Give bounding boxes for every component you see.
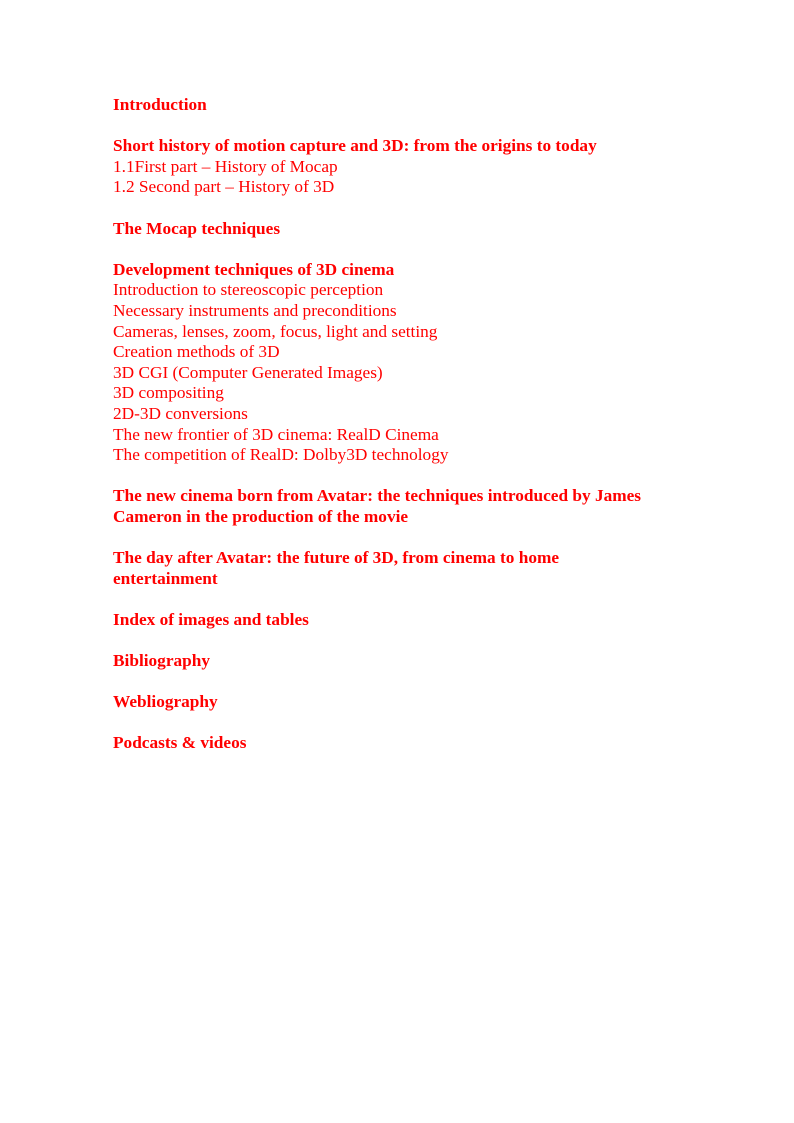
toc-item-reald: The new frontier of 3D cinema: RealD Cinema	[113, 424, 439, 444]
toc-item-history-mocap: 1.1First part – History of Mocap	[113, 156, 338, 176]
toc-heading-webliography: Webliography	[113, 692, 218, 712]
toc-heading-new-cinema-line2: Cameron in the production of the movie	[113, 506, 409, 526]
toc-heading-mocap-techniques: The Mocap techniques	[113, 218, 281, 238]
toc-heading-new-cinema-line1: The new cinema born from Avatar: the techniques introduced by James	[113, 486, 642, 506]
toc-heading-index: Index of images and tables	[113, 609, 309, 629]
toc-heading-day-after-line1: The day after Avatar: the future of 3D, from cinema to home	[113, 548, 560, 568]
toc-item-dolby3d: The competition of RealD: Dolby3D technology	[113, 445, 449, 465]
toc-item-conversions: 2D-3D conversions	[113, 403, 248, 423]
toc-item-cgi: 3D CGI (Computer Generated Images)	[113, 362, 383, 382]
toc-item-creation-methods: Creation methods of 3D	[113, 342, 280, 362]
toc-heading-bibliography: Bibliography	[113, 651, 210, 671]
toc-item-instruments: Necessary instruments and preconditions	[113, 300, 397, 320]
toc-item-history-3d: 1.2 Second part – History of 3D	[113, 177, 335, 197]
toc-heading-history: Short history of motion capture and 3D: from the origins to today	[113, 136, 597, 156]
toc-heading-podcasts: Podcasts & videos	[113, 733, 247, 753]
toc-item-cameras: Cameras, lenses, zoom, focus, light and setting	[113, 321, 438, 341]
toc-heading-day-after-line2: entertainment	[113, 568, 218, 588]
toc-item-compositing: 3D compositing	[113, 383, 224, 403]
table-of-contents	[113, 95, 713, 754]
toc-heading-introduction: Introduction	[113, 95, 207, 114]
toc-heading-development: Development techniques of 3D cinema	[113, 259, 395, 279]
toc-item-stereoscopic: Introduction to stereoscopic perception	[113, 280, 384, 300]
